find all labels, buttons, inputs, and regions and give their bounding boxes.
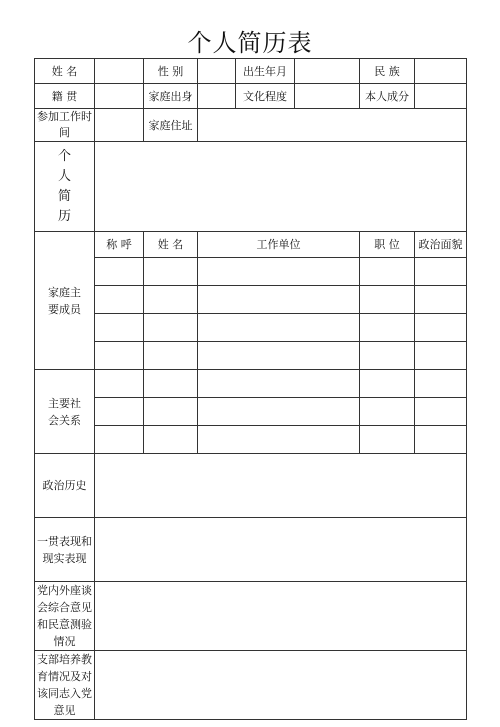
social-row: [35, 426, 467, 454]
family-cell[interactable]: [95, 342, 144, 370]
family-cell[interactable]: [360, 314, 415, 342]
birth-label: 出生年月: [236, 59, 295, 84]
social-cell[interactable]: [95, 370, 144, 398]
opinion-field[interactable]: [95, 582, 467, 651]
social-label-text: 主要社会关系: [48, 396, 81, 427]
family-header-political: 政治面貌: [415, 232, 467, 258]
political-history-label: 政治历史: [35, 454, 95, 518]
work-start-label-text: 参加工作时间: [37, 110, 92, 139]
address-field[interactable]: [198, 109, 467, 142]
opinion-label-text: 党内外座谈会综合意见和民意测验情况: [37, 584, 92, 648]
performance-label: [35, 518, 95, 582]
social-cell[interactable]: [144, 398, 198, 426]
resume-label: [35, 142, 95, 232]
education-field[interactable]: [295, 84, 360, 109]
social-cell[interactable]: [415, 370, 467, 398]
basic-row-1: [35, 59, 467, 84]
opinion-row: [35, 582, 467, 651]
family-label: [35, 232, 95, 370]
branch-training-label-text: 支部培养教育情况及对该同志入党意见: [37, 653, 92, 717]
performance-field[interactable]: [95, 518, 467, 582]
social-cell[interactable]: [360, 370, 415, 398]
family-header-position: 职 位: [360, 232, 415, 258]
resume-form-table: [34, 58, 467, 720]
page-title: 个人简历表: [187, 29, 313, 57]
family-cell[interactable]: [95, 314, 144, 342]
name-label: 姓 名: [35, 59, 95, 84]
family-cell[interactable]: [144, 286, 198, 314]
native-label: 籍 贯: [35, 84, 95, 109]
family-cell[interactable]: [144, 258, 198, 286]
gender-field[interactable]: [198, 59, 236, 84]
family-cell[interactable]: [198, 342, 360, 370]
family-cell[interactable]: [95, 286, 144, 314]
social-cell[interactable]: [360, 426, 415, 454]
basic-row-3: [35, 109, 467, 142]
family-cell[interactable]: [95, 258, 144, 286]
family-cell[interactable]: [198, 258, 360, 286]
family-header-name: 姓 名: [144, 232, 198, 258]
social-cell[interactable]: [144, 370, 198, 398]
resume-field[interactable]: [95, 142, 467, 232]
family-row: [35, 342, 467, 370]
work-start-label: [35, 109, 95, 142]
social-cell[interactable]: [95, 426, 144, 454]
family-cell[interactable]: [198, 314, 360, 342]
social-cell[interactable]: [415, 426, 467, 454]
family-cell[interactable]: [144, 342, 198, 370]
family-cell[interactable]: [360, 286, 415, 314]
performance-row: [35, 518, 467, 582]
social-cell[interactable]: [198, 398, 360, 426]
gender-label: 性 别: [144, 59, 198, 84]
personal-status-label: 本人成分: [360, 84, 415, 109]
family-row: [35, 314, 467, 342]
resume-label-text: 个人简历: [57, 148, 71, 224]
opinion-label: [35, 582, 95, 651]
social-row: [35, 398, 467, 426]
political-history-row: [35, 454, 467, 518]
native-field[interactable]: [95, 84, 144, 109]
basic-row-2: [35, 84, 467, 109]
family-cell[interactable]: [415, 258, 467, 286]
branch-training-row: [35, 651, 467, 720]
family-cell[interactable]: [415, 342, 467, 370]
family-header-workplace: 工作单位: [198, 232, 360, 258]
address-label: 家庭住址: [144, 109, 198, 142]
personal-status-field[interactable]: [415, 84, 467, 109]
family-cell[interactable]: [144, 314, 198, 342]
work-start-field[interactable]: [95, 109, 144, 142]
family-label-text: 家庭主要成员: [48, 285, 81, 316]
family-header-row: [35, 232, 467, 258]
social-row: [35, 370, 467, 398]
social-label: [35, 370, 95, 454]
family-cell[interactable]: [360, 258, 415, 286]
family-cell[interactable]: [198, 286, 360, 314]
family-row: [35, 286, 467, 314]
social-cell[interactable]: [198, 370, 360, 398]
ethnicity-label: 民 族: [360, 59, 415, 84]
branch-training-field[interactable]: [95, 651, 467, 720]
family-origin-label: 家庭出身: [144, 84, 198, 109]
name-field[interactable]: [95, 59, 144, 84]
family-cell[interactable]: [415, 314, 467, 342]
ethnicity-field[interactable]: [415, 59, 467, 84]
family-origin-field[interactable]: [198, 84, 236, 109]
performance-label-text: 一贯表现和现实表现: [37, 534, 92, 565]
family-row: [35, 258, 467, 286]
political-history-field[interactable]: [95, 454, 467, 518]
social-cell[interactable]: [198, 426, 360, 454]
social-cell[interactable]: [144, 426, 198, 454]
birth-field[interactable]: [295, 59, 360, 84]
resume-row: [35, 142, 467, 232]
social-cell[interactable]: [415, 398, 467, 426]
family-cell[interactable]: [360, 342, 415, 370]
social-cell[interactable]: [95, 398, 144, 426]
family-cell[interactable]: [415, 286, 467, 314]
branch-training-label: [35, 651, 95, 720]
family-header-relation: 称 呼: [95, 232, 144, 258]
social-cell[interactable]: [360, 398, 415, 426]
education-label: 文化程度: [236, 84, 295, 109]
